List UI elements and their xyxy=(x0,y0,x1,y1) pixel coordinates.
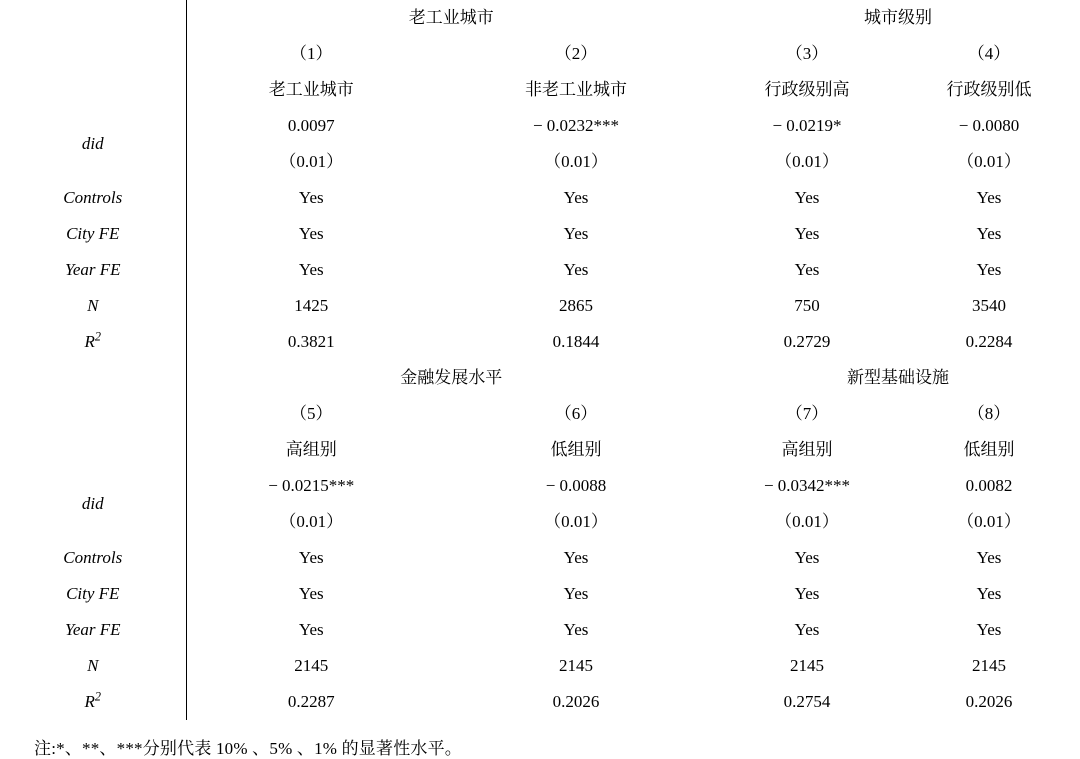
panel2-subhead-4: 低组别 xyxy=(963,440,1015,460)
row-label-did-2: did xyxy=(0,468,186,540)
table-note: 注:*、**、***分别代表 10% 、5% 、1% 的显著性水平。 xyxy=(34,739,463,758)
panel1-column-subhead-row xyxy=(0,72,1080,108)
empty-cell xyxy=(0,36,186,72)
cell-cityfe-1: Yes xyxy=(298,224,324,244)
panel1-subhead-2: 非老工业城市 xyxy=(525,80,627,100)
row-label-year-fe-2: Year FE xyxy=(0,612,186,648)
cell-yearfe2-3: Yes xyxy=(794,620,820,640)
r-squared-base-2: R xyxy=(84,692,95,712)
row-label-city-fe: City FE xyxy=(0,216,186,252)
cell-yearfe-1: Yes xyxy=(298,260,324,280)
empty-cell xyxy=(0,396,186,432)
panel2-subhead-3: 高组别 xyxy=(781,440,833,460)
cell-se2-4: （0.01） xyxy=(957,512,1021,532)
cell-did-2: − 0.0232*** xyxy=(532,116,620,136)
panel2-group-1: 金融发展水平 xyxy=(400,368,503,388)
empty-cell xyxy=(0,432,186,468)
cell-yearfe-4: Yes xyxy=(976,260,1002,280)
table-row xyxy=(0,612,1080,648)
panel2-group-header-row xyxy=(0,360,1080,396)
cell-cityfe-4: Yes xyxy=(976,224,1002,244)
cell-n-3: 750 xyxy=(794,296,820,316)
cell-n-4: 3540 xyxy=(972,296,1006,316)
cell-r22-3: 0.2754 xyxy=(783,692,831,712)
cell-did2-2: − 0.0088 xyxy=(545,476,607,496)
cell-cityfe2-1: Yes xyxy=(298,584,324,604)
table-row xyxy=(0,324,1080,360)
table-row xyxy=(0,648,1080,684)
cell-cityfe2-3: Yes xyxy=(794,584,820,604)
cell-n-1: 1425 xyxy=(294,296,329,316)
table-row xyxy=(0,108,1080,144)
cell-se2-1: （0.01） xyxy=(279,512,344,532)
table-row xyxy=(0,468,1080,504)
panel2-subhead-1: 高组别 xyxy=(285,440,337,460)
cell-yearfe-2: Yes xyxy=(563,260,589,280)
panel1-group-1: 老工业城市 xyxy=(408,8,494,28)
panel1-subhead-1: 老工业城市 xyxy=(268,80,354,100)
panel1-colnum-4: （4） xyxy=(967,44,1011,64)
table-row xyxy=(0,684,1080,720)
r-squared-exponent: 2 xyxy=(94,329,101,344)
panel1-colnum-1: （1） xyxy=(290,44,333,64)
cell-r2-1: 0.3821 xyxy=(287,332,335,352)
cell-controls-3: Yes xyxy=(794,188,820,208)
row-label-n-2: N xyxy=(0,648,186,684)
cell-n2-1: 2145 xyxy=(294,656,329,676)
cell-cityfe2-4: Yes xyxy=(976,584,1002,604)
cell-controls2-2: Yes xyxy=(563,548,589,568)
cell-r2-2: 0.1844 xyxy=(552,332,600,352)
r-squared-base: R xyxy=(84,332,95,352)
cell-se-2: （0.01） xyxy=(544,152,608,172)
cell-cityfe-3: Yes xyxy=(794,224,820,244)
corner-cell-2 xyxy=(0,360,186,396)
row-label-n: N xyxy=(0,288,186,324)
panel1-colnum-2: （2） xyxy=(554,44,598,64)
cell-se2-3: （0.01） xyxy=(775,512,839,532)
row-label-year-fe: Year FE xyxy=(0,252,186,288)
row-label-city-fe-2: City FE xyxy=(0,576,186,612)
cell-did2-3: − 0.0342*** xyxy=(763,476,851,496)
cell-r2-4: 0.2284 xyxy=(965,332,1013,352)
cell-se-3: （0.01） xyxy=(775,152,839,172)
cell-r2-3: 0.2729 xyxy=(783,332,831,352)
panel2-group-2: 新型基础设施 xyxy=(847,368,949,388)
table-row xyxy=(0,288,1080,324)
cell-controls-1: Yes xyxy=(298,188,324,208)
cell-did-1: 0.0097 xyxy=(287,116,335,136)
row-label-did: did xyxy=(0,108,186,180)
cell-cityfe2-2: Yes xyxy=(563,584,589,604)
table-row xyxy=(0,216,1080,252)
cell-n2-2: 2145 xyxy=(559,656,593,676)
corner-cell-1 xyxy=(0,0,186,36)
panel2-subhead-2: 低组别 xyxy=(550,440,602,460)
cell-did2-4: 0.0082 xyxy=(965,476,1013,496)
cell-se2-2: （0.01） xyxy=(544,512,608,532)
cell-r22-1: 0.2287 xyxy=(287,692,335,712)
cell-did2-1: − 0.0215*** xyxy=(268,476,355,496)
cell-did-4: − 0.0080 xyxy=(958,116,1020,136)
panel2-colnum-2: （6） xyxy=(554,404,598,424)
panel2-column-subhead-row xyxy=(0,432,1080,468)
table-row xyxy=(0,180,1080,216)
cell-controls-4: Yes xyxy=(976,188,1002,208)
panel1-column-number-row xyxy=(0,36,1080,72)
row-label-r-squared xyxy=(0,324,186,360)
cell-yearfe2-1: Yes xyxy=(298,620,324,640)
row-label-controls: Controls xyxy=(0,180,186,216)
table-row xyxy=(0,540,1080,576)
panel1-subhead-4: 行政级别低 xyxy=(946,80,1032,100)
table-row xyxy=(0,252,1080,288)
cell-controls2-3: Yes xyxy=(794,548,820,568)
cell-se-1: （0.01） xyxy=(279,152,344,172)
row-label-controls-2: Controls xyxy=(0,540,186,576)
cell-n2-4: 2145 xyxy=(972,656,1006,676)
r-squared-exponent-2: 2 xyxy=(94,689,101,704)
panel1-group-header-row xyxy=(0,0,1080,36)
panel1-subhead-3: 行政级别高 xyxy=(764,80,850,100)
panel2-colnum-1: （5） xyxy=(290,404,333,424)
cell-controls2-4: Yes xyxy=(976,548,1002,568)
empty-cell xyxy=(0,72,186,108)
cell-yearfe2-2: Yes xyxy=(563,620,589,640)
cell-cityfe-2: Yes xyxy=(563,224,589,244)
panel1-colnum-3: （3） xyxy=(785,44,829,64)
panel2-column-number-row xyxy=(0,396,1080,432)
cell-yearfe2-4: Yes xyxy=(976,620,1002,640)
cell-yearfe-3: Yes xyxy=(794,260,820,280)
row-label-r-squared-2 xyxy=(0,684,186,720)
panel2-colnum-3: （7） xyxy=(785,404,829,424)
cell-controls-2: Yes xyxy=(563,188,589,208)
panel2-colnum-4: （8） xyxy=(967,404,1011,424)
cell-r22-4: 0.2026 xyxy=(965,692,1013,712)
cell-controls2-1: Yes xyxy=(298,548,324,568)
cell-did-3: − 0.0219* xyxy=(772,116,842,136)
cell-se-4: （0.01） xyxy=(957,152,1021,172)
cell-r22-2: 0.2026 xyxy=(552,692,600,712)
cell-n2-3: 2145 xyxy=(790,656,824,676)
cell-n-2: 2865 xyxy=(559,296,593,316)
table-row xyxy=(0,576,1080,612)
panel1-group-2: 城市级别 xyxy=(864,8,932,28)
